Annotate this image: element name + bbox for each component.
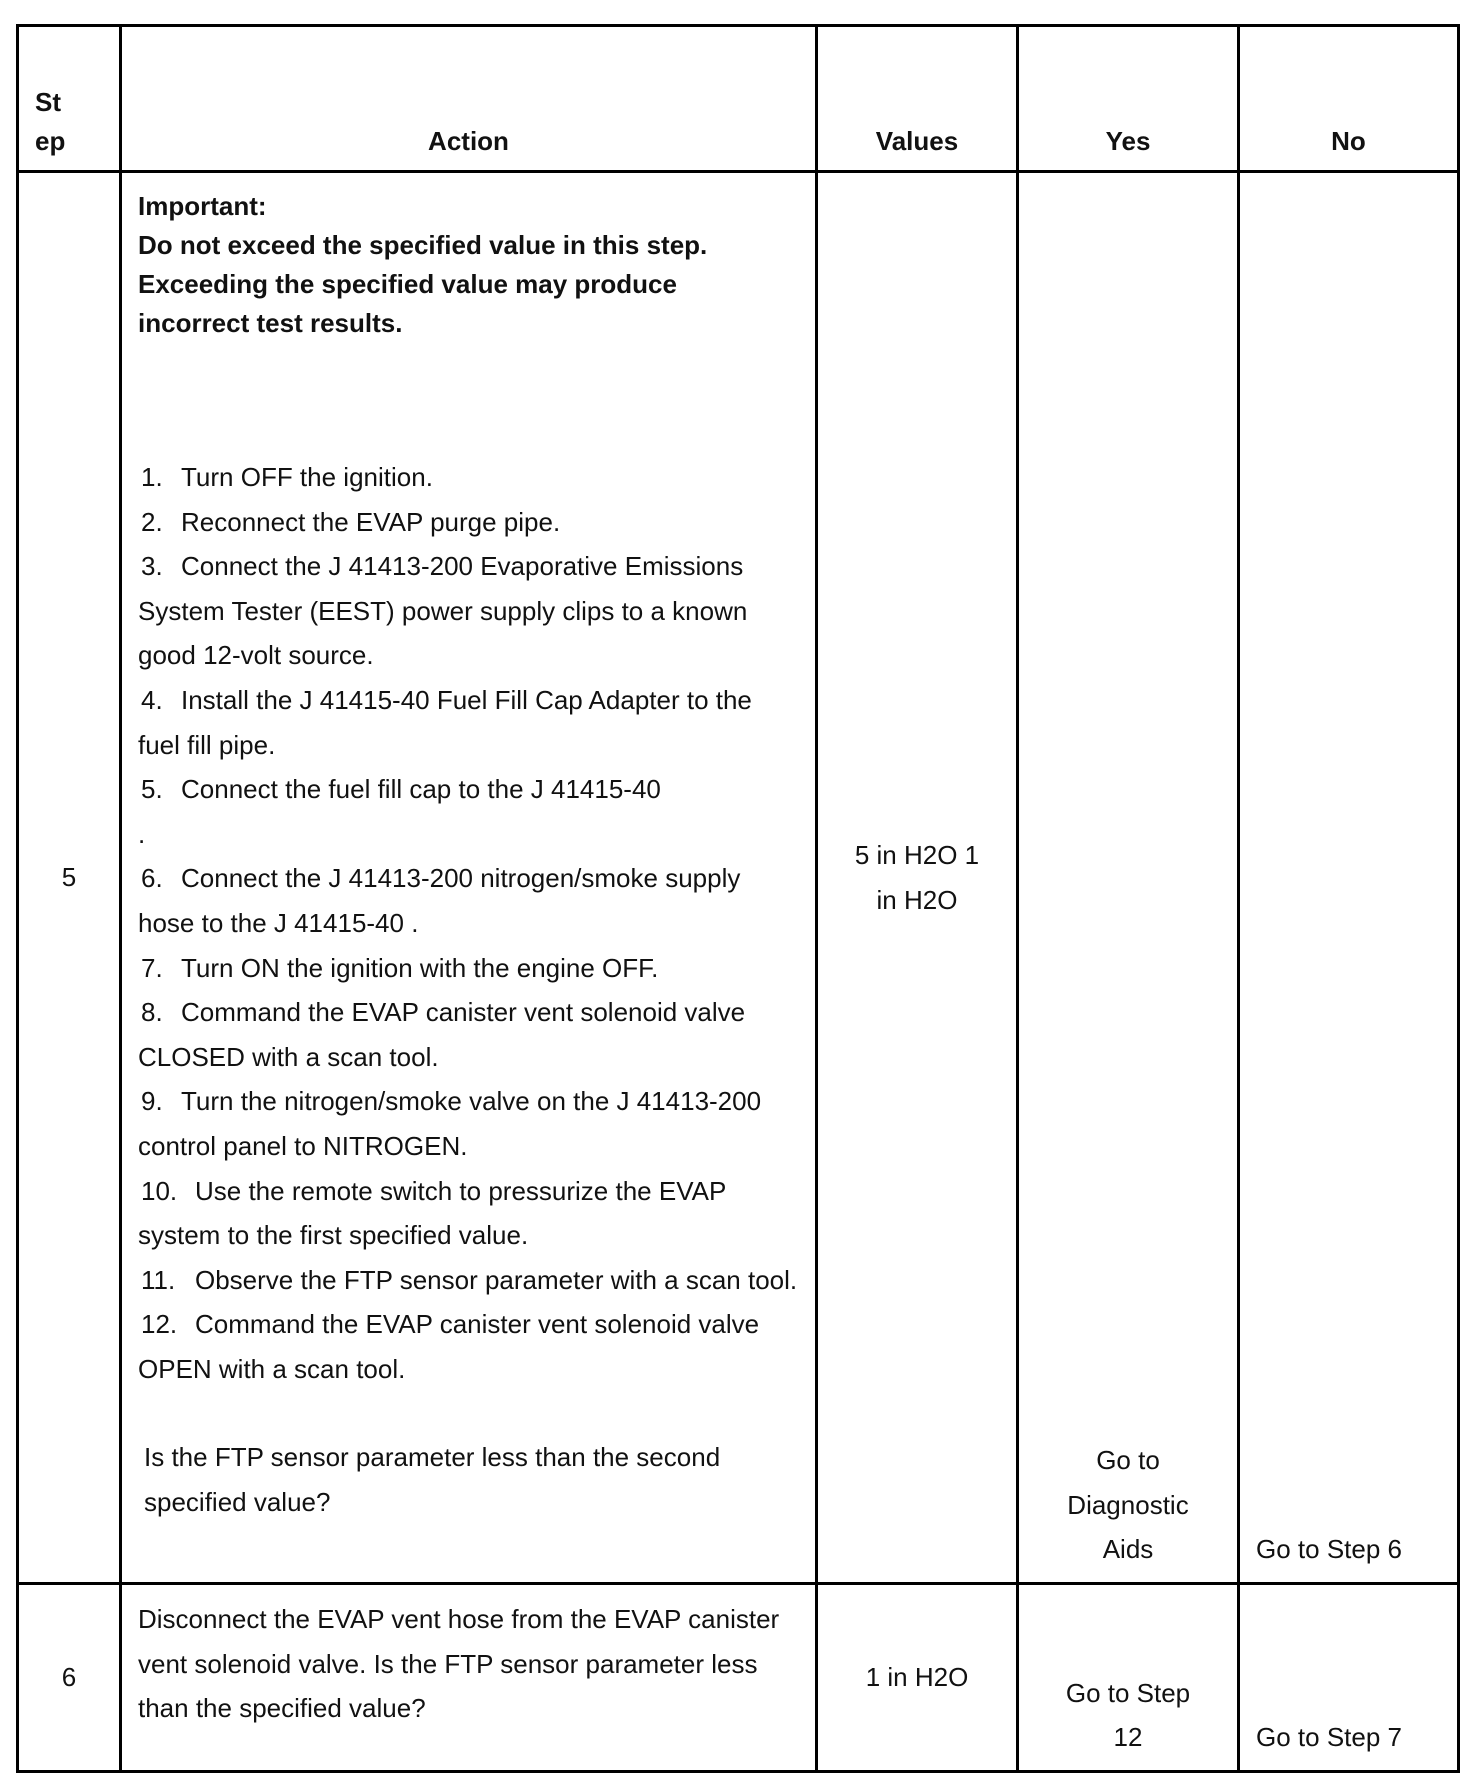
action-cell bbox=[121, 172, 817, 1584]
header-values: Values bbox=[817, 26, 1018, 172]
values-text: 5 in H2O 1 in H2O bbox=[854, 839, 980, 915]
list-item: 11. Observe the FTP sensor parameter with a scan tool. bbox=[141, 1264, 798, 1295]
no-text: Go to Step 7 bbox=[1256, 1722, 1402, 1753]
table-row bbox=[18, 172, 1459, 1584]
action-cell: Disconnect the EVAP vent hose from the EVAP canister vent solenoid valve. Is the FTP sensor parameter less than the specified value? bbox=[121, 1584, 817, 1772]
list-item: 4. Install the J 41415-40 Fuel Fill Cap Adapter to the fuel fill pipe. bbox=[138, 684, 752, 760]
yes-text: Go to Step 12 bbox=[1065, 1677, 1191, 1753]
list-item: 9. Turn the nitrogen/smoke valve on the J 41413-200 control panel to NITROGEN. bbox=[138, 1086, 762, 1161]
header-no: No bbox=[1239, 26, 1459, 172]
list-item: 8. Command the EVAP canister vent solenoid valve CLOSED with a scan tool. bbox=[138, 997, 746, 1072]
list-item: . bbox=[138, 818, 146, 849]
important-line: incorrect test results. bbox=[138, 308, 403, 338]
header-row bbox=[18, 26, 1459, 172]
list-item: 7. Turn ON the ignition with the engine OFF. bbox=[141, 952, 659, 983]
important-label: Important: bbox=[138, 191, 267, 221]
values-cell: 1 in H2O bbox=[817, 1584, 1018, 1772]
header-action: Action bbox=[121, 26, 817, 172]
values-cell bbox=[817, 172, 1018, 1584]
no-text: Go to Step 6 bbox=[1256, 1534, 1402, 1565]
yes-cell bbox=[1018, 172, 1239, 1584]
step-number: 6 bbox=[18, 1584, 121, 1772]
no-cell bbox=[1239, 172, 1459, 1584]
list-item: 6. Connect the J 41413-200 nitrogen/smoke supply hose to the J 41415-40 . bbox=[138, 863, 741, 938]
header-yes: Yes bbox=[1018, 26, 1239, 172]
diagnostic-table bbox=[16, 24, 1460, 1773]
no-cell bbox=[1239, 1584, 1459, 1772]
list-item: 3. Connect the J 41413-200 Evaporative Emissions System Tester (EEST) power supply clips to a known good 12-volt source. bbox=[138, 551, 748, 671]
header-step: St ep bbox=[18, 26, 121, 172]
list-item: 10. Use the remote switch to pressurize the EVAP system to the first specified value. bbox=[138, 1175, 726, 1251]
list-item: 2. Reconnect the EVAP purge pipe. bbox=[141, 506, 561, 537]
important-line: Do not exceed the specified value in this step. bbox=[138, 230, 708, 260]
list-item: 5. Connect the fuel fill cap to the J 41415-40 bbox=[141, 774, 661, 805]
step-number: 5 bbox=[18, 172, 121, 1584]
yes-cell bbox=[1018, 1584, 1239, 1772]
list-item: 1. Turn OFF the ignition. bbox=[141, 462, 433, 492]
table-row bbox=[18, 1584, 1459, 1772]
yes-text: Go to Diagnostic Aids bbox=[1067, 1445, 1189, 1565]
important-note bbox=[138, 187, 799, 343]
list-item: 12. Command the EVAP canister vent solenoid valve OPEN with a scan tool. bbox=[138, 1309, 760, 1384]
question-text: Is the FTP sensor parameter less than the second specified value? bbox=[144, 1442, 721, 1518]
procedure-list bbox=[138, 455, 799, 1391]
important-line: Exceeding the specified value may produce bbox=[138, 269, 677, 299]
